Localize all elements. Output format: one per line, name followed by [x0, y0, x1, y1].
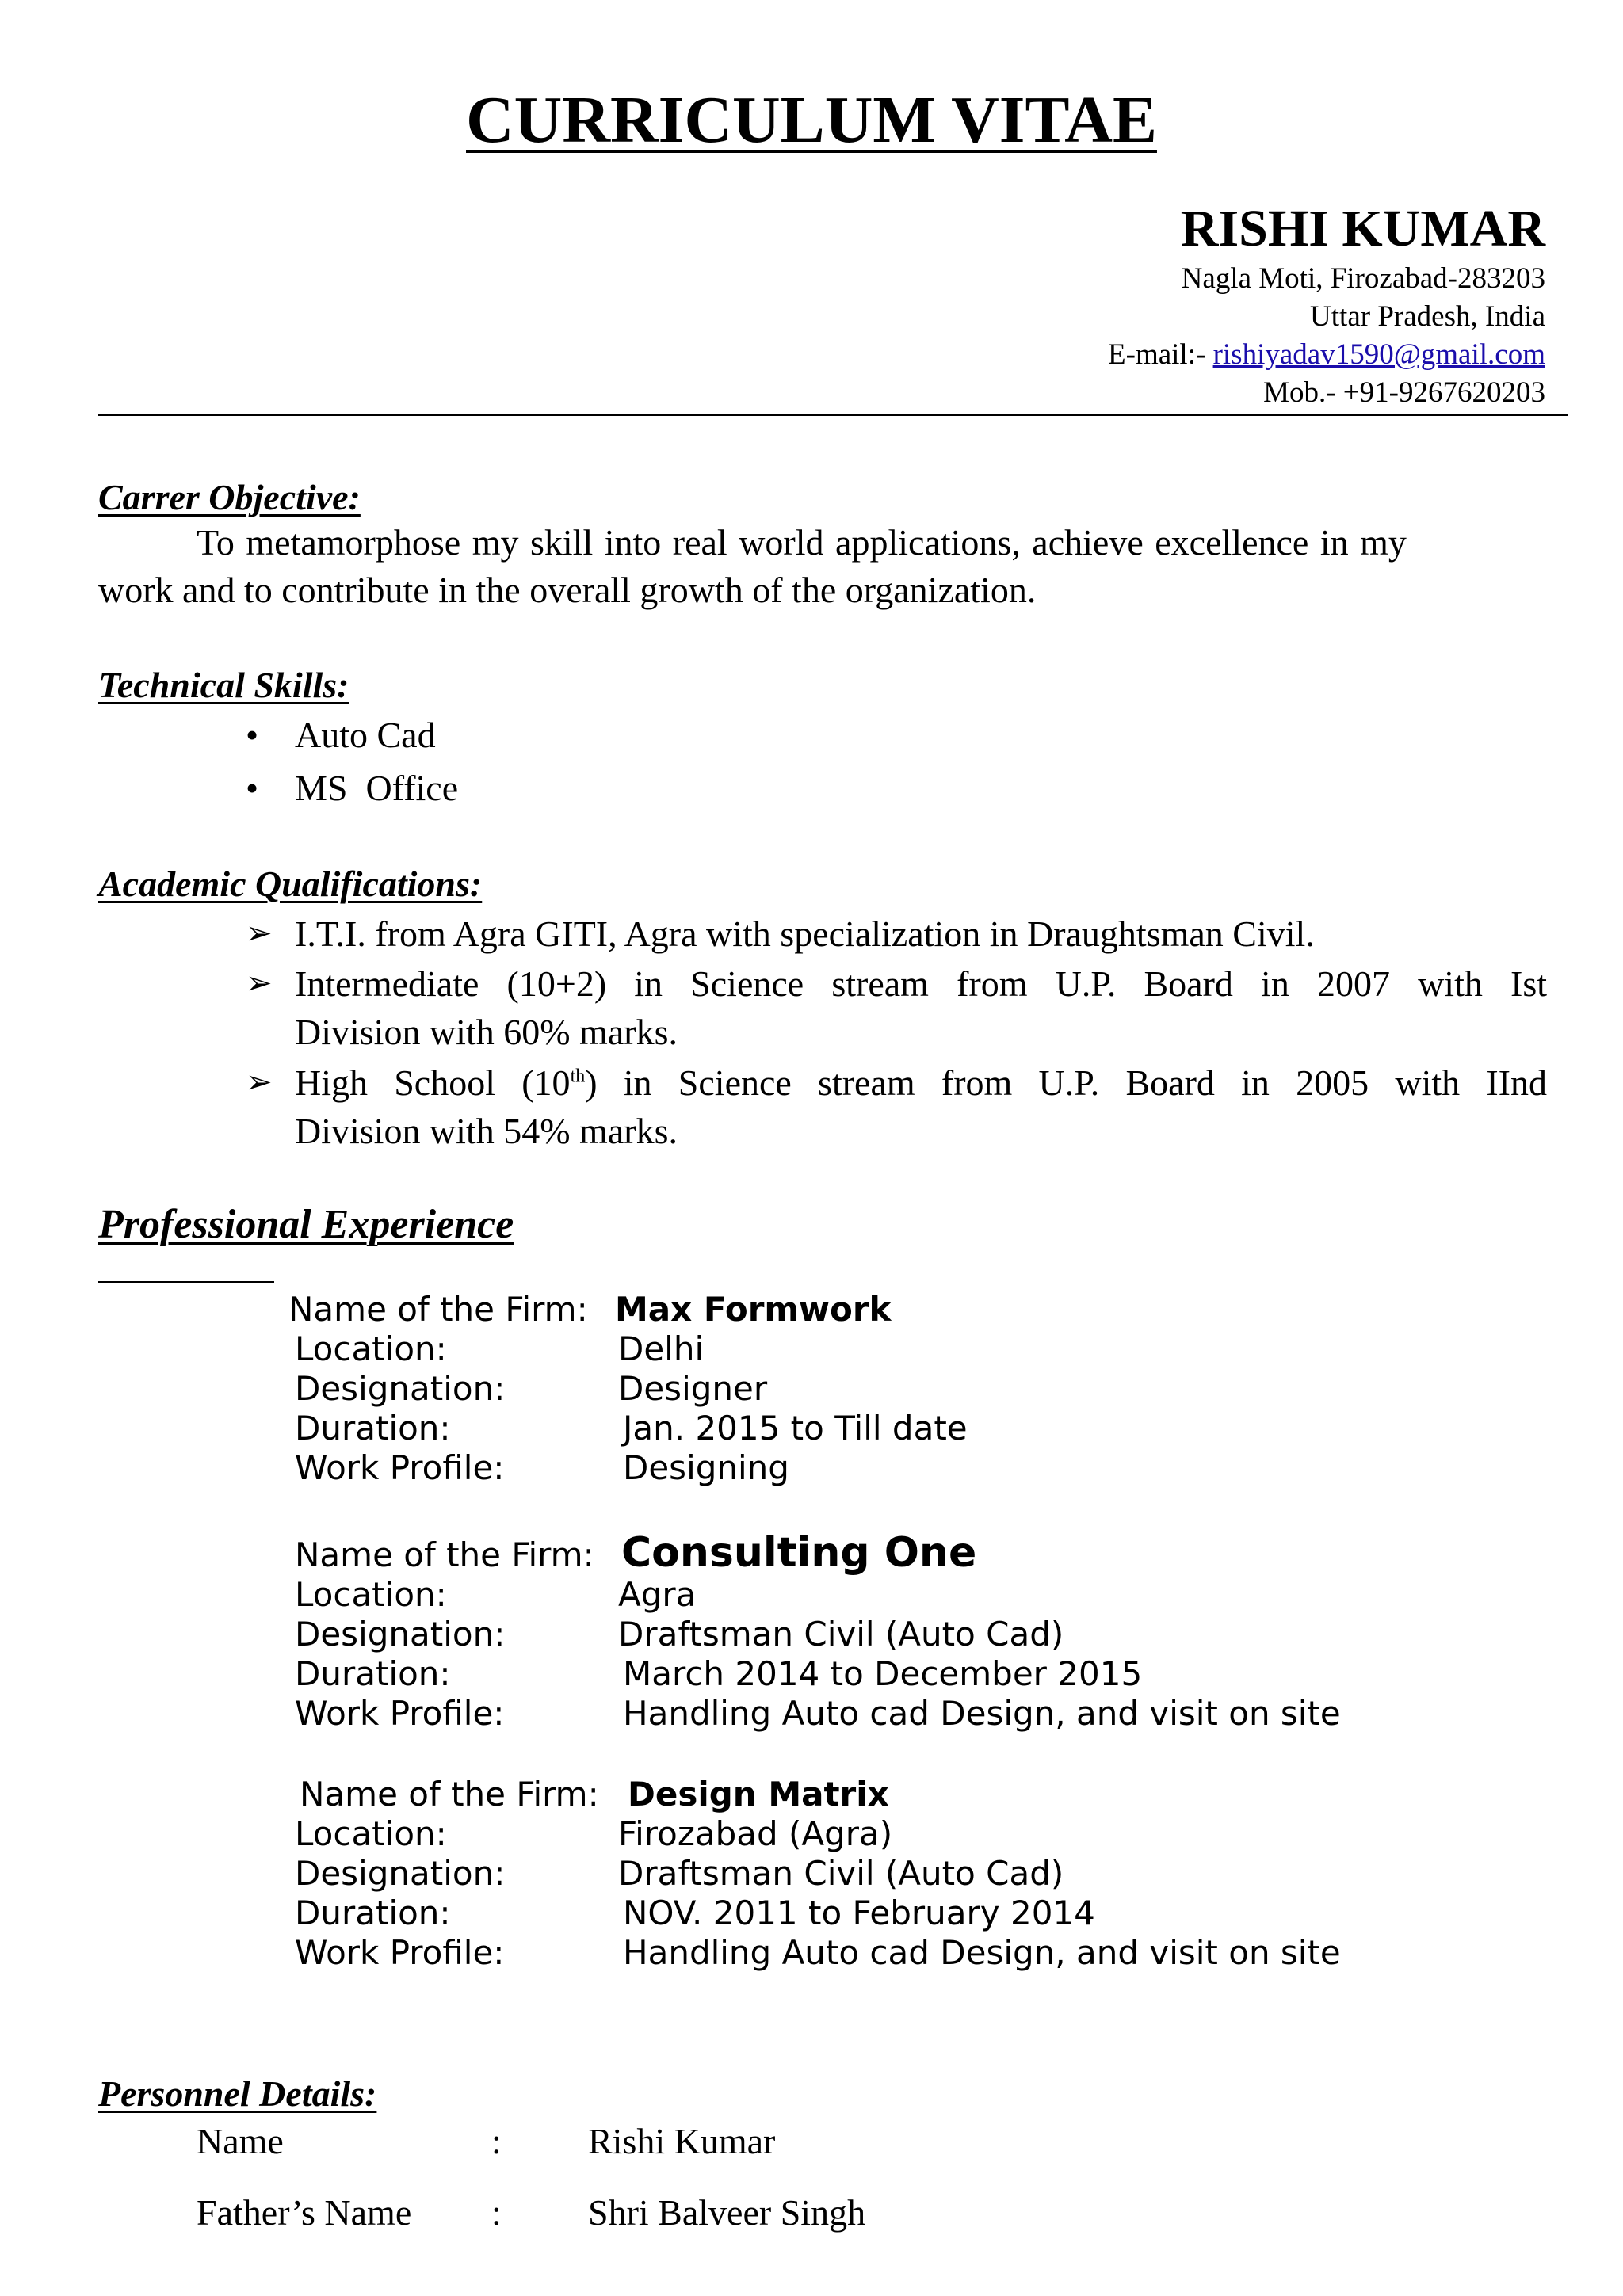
job-designation-value: Draftsman Civil (Auto Cad): [618, 1615, 1064, 1653]
skills-heading: Technical Skills:: [98, 665, 349, 705]
job-location-value: Delhi: [618, 1329, 705, 1368]
academic-item-2-line-1: Intermediate (10+2) in Science stream from U.P. Board in 2007 with Ist: [295, 963, 1547, 1004]
job-duration-value: NOV. 2011 to February 2014: [623, 1894, 1095, 1932]
job-duration-value: Jan. 2015 to Till date: [623, 1409, 968, 1447]
job-firm-name: Max Formwork: [615, 1290, 892, 1329]
job-profile-label: Work Profile:: [295, 1694, 505, 1733]
academic-item-3-line-1: [295, 1062, 1547, 1103]
personal-heading: Personnel Details:: [98, 2073, 377, 2114]
arrow-bullet-icon: ➢: [246, 965, 273, 1001]
job-designation-label: Designation:: [295, 1369, 506, 1408]
arrow-bullet-icon: ➢: [246, 1064, 273, 1100]
job-location-label: Location:: [295, 1329, 447, 1368]
address-line-2: Uttar Pradesh, India: [1310, 300, 1545, 333]
job-duration-label: Duration:: [295, 1409, 451, 1447]
personal-separator: :: [491, 2121, 502, 2161]
personal-value: Rishi Kumar: [588, 2121, 776, 2161]
experience-heading-rule: [98, 1281, 274, 1283]
academic-item-2-line-2: Division with 60% marks.: [295, 1012, 678, 1052]
job-profile-value: Handling Auto cad Design, and visit on site: [623, 1694, 1341, 1733]
header-divider: [98, 414, 1568, 416]
skill-item: MS Office: [295, 768, 459, 808]
objective-heading: Carrer Objective:: [98, 477, 361, 517]
personal-value: Shri Balveer Singh: [588, 2192, 866, 2233]
mobile-line: Mob.- +91-9267620203: [1263, 376, 1545, 409]
job-firm-label: Name of the Firm:: [295, 1535, 594, 1574]
skill-item: Auto Cad: [295, 715, 436, 755]
job-duration-label: Duration:: [295, 1894, 451, 1932]
job-firm-label: Name of the Firm:: [300, 1775, 599, 1814]
job-designation-label: Designation:: [295, 1854, 506, 1893]
job-firm-name: Design Matrix: [628, 1775, 889, 1814]
bullet-dot-icon: •: [246, 715, 259, 755]
address-line-1: Nagla Moti, Firozabad-283203: [1181, 262, 1545, 295]
job-profile-value: Designing: [623, 1448, 789, 1487]
personal-separator: :: [491, 2192, 502, 2233]
job-duration-label: Duration:: [295, 1654, 451, 1693]
email-label: E-mail:-: [1108, 338, 1206, 371]
job-firm-name: Consulting One: [621, 1529, 977, 1577]
arrow-bullet-icon: ➢: [246, 915, 273, 952]
objective-line-1: [98, 524, 1568, 561]
objective-line-2: work and to contribute in the overall growth of the organization.: [98, 570, 1037, 610]
job-location-label: Location:: [295, 1814, 447, 1853]
job-location-value: Agra: [618, 1575, 697, 1614]
objective-line-1-text: To metamorphose my skill into real world applications, achieve excellence in my: [197, 522, 1407, 563]
job-profile-value: Handling Auto cad Design, and visit on site: [623, 1933, 1341, 1972]
job-profile-label: Work Profile:: [295, 1933, 505, 1972]
bullet-dot-icon: •: [246, 768, 259, 808]
academics-heading: Academic Qualifications:: [98, 864, 483, 904]
job-designation-label: Designation:: [295, 1615, 506, 1653]
experience-heading: Professional Experience: [98, 1202, 514, 1247]
email-line: [1108, 340, 1545, 369]
job-location-value: Firozabad (Agra): [618, 1814, 893, 1853]
job-designation-value: Draftsman Civil (Auto Cad): [618, 1854, 1064, 1893]
academic-item-3-post: ) in Science stream from U.P. Board in 2005 with IInd: [585, 1062, 1547, 1103]
academic-item-3-sup: th: [570, 1066, 586, 1087]
academic-item-3-line-2: Division with 54% marks.: [295, 1111, 678, 1151]
job-designation-value: Designer: [618, 1369, 768, 1408]
job-duration-value: March 2014 to December 2015: [623, 1654, 1143, 1693]
job-location-label: Location:: [295, 1575, 447, 1614]
academic-item-1: I.T.I. from Agra GITI, Agra with specialization in Draughtsman Civil.: [295, 913, 1315, 954]
candidate-name: RISHI KUMAR: [1180, 200, 1545, 257]
document-title: CURRICULUM VITAE: [466, 83, 1157, 157]
personal-label: Father’s Name: [197, 2192, 412, 2233]
job-firm-label: Name of the Firm:: [288, 1290, 588, 1329]
personal-label: Name: [197, 2121, 284, 2161]
email-link[interactable]: rishiyadav1590@gmail.com: [1212, 338, 1545, 371]
job-profile-label: Work Profile:: [295, 1448, 505, 1487]
academic-item-3-pre: High School (10: [295, 1062, 571, 1103]
